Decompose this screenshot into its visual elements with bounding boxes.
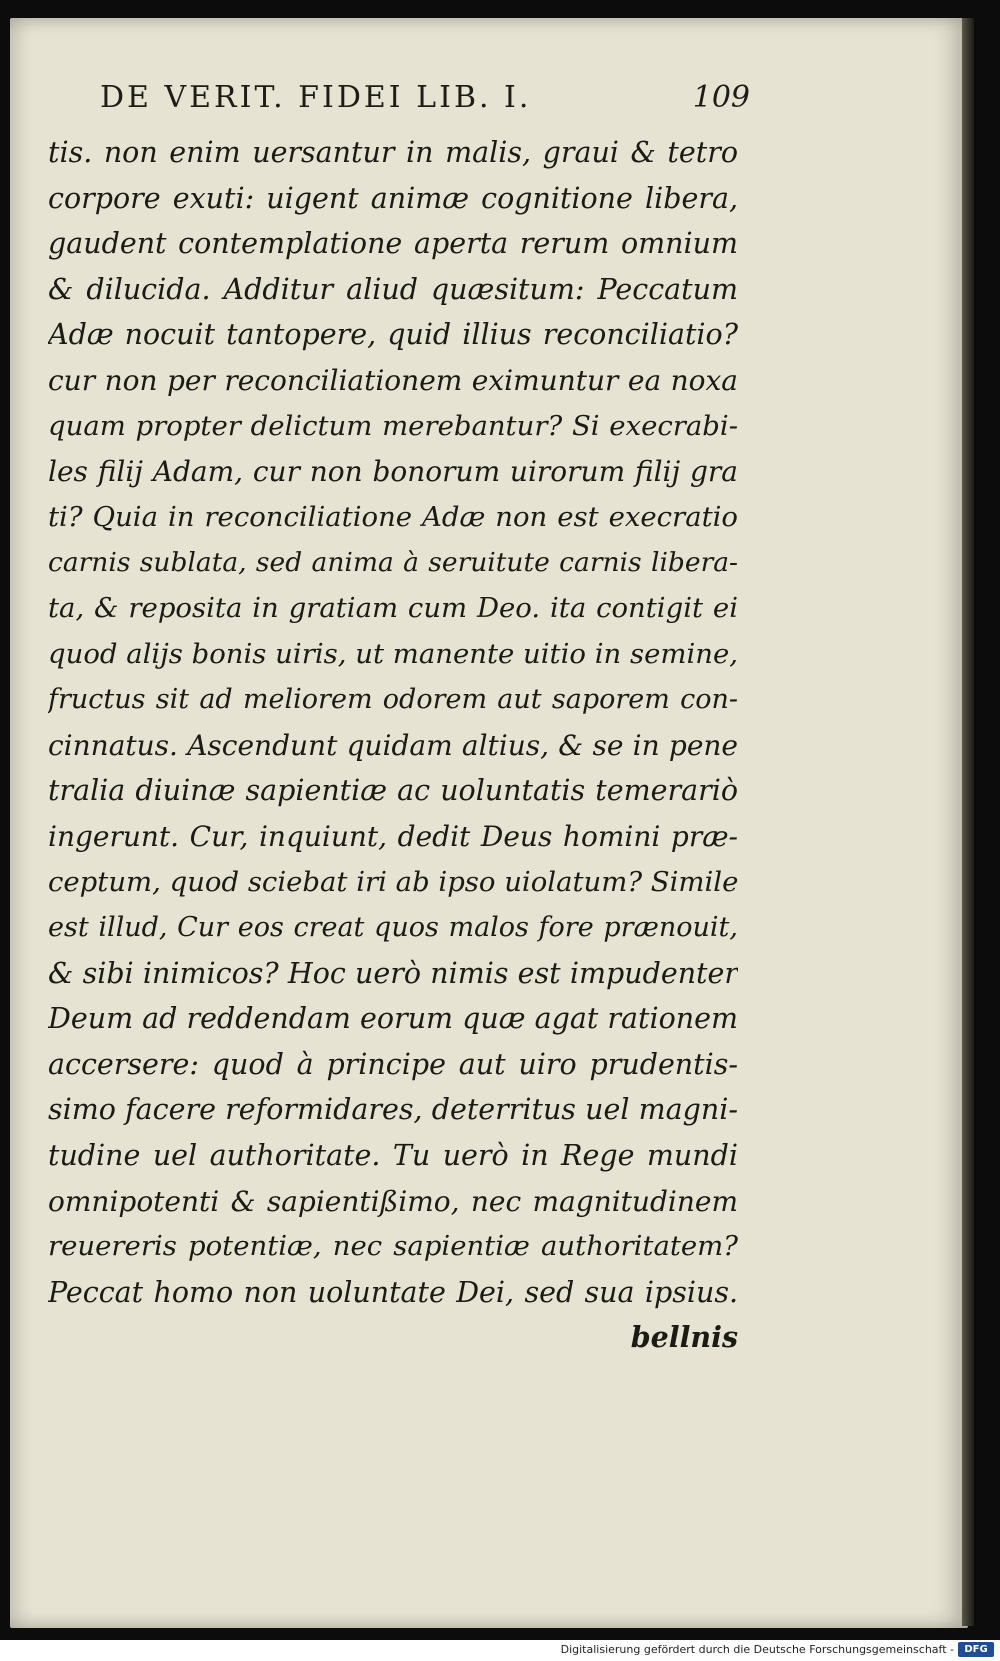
- footer-credit: Digitalisierung gefördert durch die Deutsche Forschungsgemeinschaft -: [560, 1643, 954, 1656]
- running-head: [100, 80, 750, 124]
- running-head-title: DE VERIT. FIDEI LIB. I.: [100, 80, 532, 115]
- footer-bar: [0, 1640, 1000, 1661]
- text-line: Deum ad reddendam eorum quæ agat rationem: [48, 1002, 738, 1036]
- text-line: fructus sit ad meliorem odorem aut saporem con-: [48, 684, 738, 716]
- page-number: 109: [692, 80, 750, 115]
- text-line: tis. non enim uersantur in malis, graui & tetro: [48, 136, 738, 169]
- text-line: quam propter delictum merebantur? Si execrabi-: [48, 409, 738, 442]
- text-line: tralia diuinæ sapientiæ ac uoluntatis temerariò: [48, 774, 738, 808]
- text-line: tudine uel authoritate. Tu uerò in Rege mundi: [48, 1139, 738, 1173]
- text-line: omnipotenti & sapientißimo, nec magnitudinem: [48, 1184, 738, 1218]
- text-line: & sibi inimicos? Hoc uerò nimis est impudenter: [48, 956, 738, 990]
- text-line: corpore exuti: uigent animæ cognitione libera,: [48, 181, 738, 215]
- dfg-logo: DFG: [958, 1642, 994, 1657]
- text-line: cur non per reconciliationem eximuntur ea noxa: [48, 363, 738, 397]
- text-line: est illud, Cur eos creat quos malos fore prænouit,: [48, 912, 738, 944]
- page-edge-shadow: [962, 18, 974, 1626]
- text-line: ingerunt. Cur, inquiunt, dedit Deus homini præ-: [48, 819, 738, 853]
- text-line: Peccat homo non uoluntate Dei, sed sua ipsius.: [48, 1275, 738, 1309]
- text-line: & dilucida. Additur aliud quæsitum: Peccatum: [48, 272, 738, 306]
- text-line: reuereris potentiæ, nec sapientiæ authoritatem?: [48, 1230, 738, 1263]
- text-line: carnis sublata, sed anima à seruitute carnis libera-: [48, 547, 738, 579]
- text-line: Adæ nocuit tantopere, quid illius reconciliatio?: [48, 318, 738, 352]
- text-line: ceptum, quod sciebat iri ab ipso uiolatum? Simile: [48, 865, 738, 898]
- text-line: cinnatus. Ascendunt quidam altius, & se in pene: [48, 728, 738, 762]
- catchword: bellnis: [630, 1320, 738, 1355]
- body-text: [48, 130, 738, 1361]
- text-line: quod alijs bonis uiris, ut manente uitio in semine,: [48, 637, 738, 670]
- text-line: gaudent contemplatione aperta rerum omnium: [48, 227, 738, 261]
- text-line: ti? Quia in reconciliatione Adæ non est execratio: [48, 500, 738, 533]
- text-line: ta, & reposita in gratiam cum Deo. ita contigit ei: [48, 591, 738, 624]
- text-line: accersere: quod à principe aut uiro prudentis-: [48, 1047, 738, 1081]
- text-line: les filij Adam, cur non bonorum uirorum filij gra: [48, 455, 738, 489]
- text-line: simo facere reformidares, deterritus uel magni-: [48, 1093, 738, 1127]
